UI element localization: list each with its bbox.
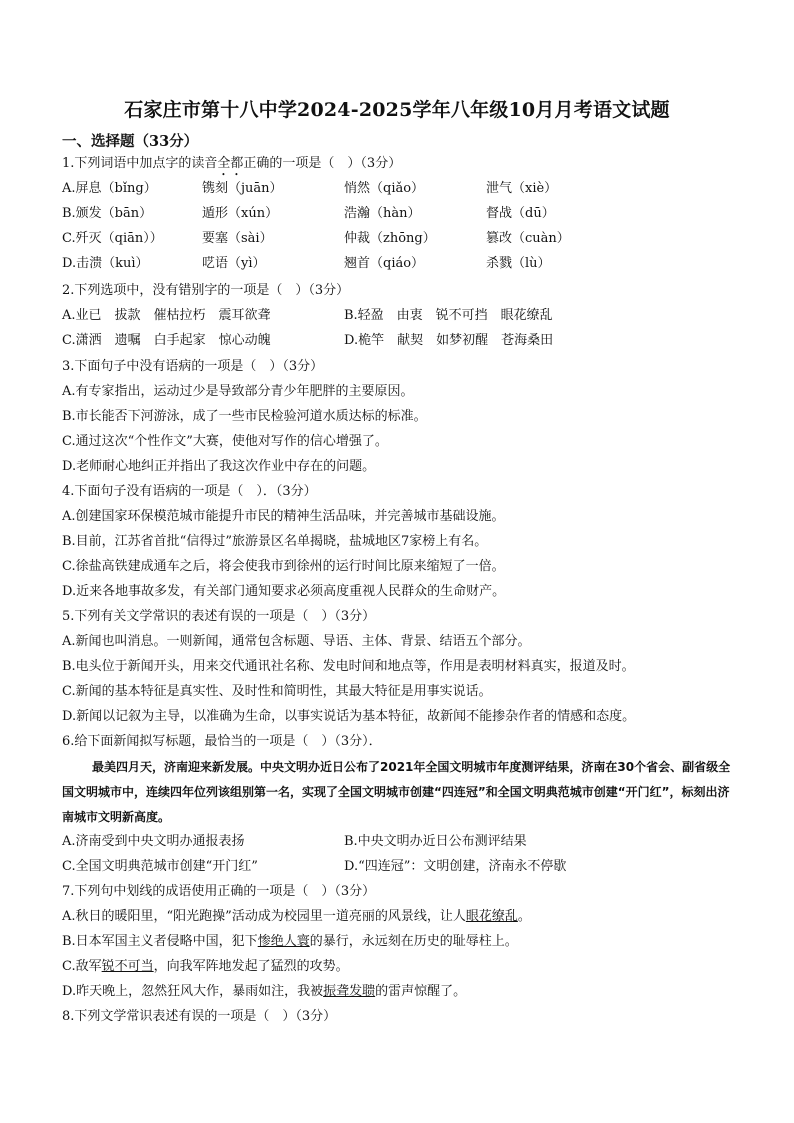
question-3-option-b: B.市长能否下河游泳，成了一些市民检验河道水质达标的标准。 — [62, 409, 427, 424]
question-5-option-a: A.新闻也叫消息。一则新闻，通常包含标题、导语、主体、背景、结语五个部分。 — [62, 634, 531, 649]
exam-page: 石家庄市第十八中学2024-2025学年八年级10月月考语文试题 一、选择题（33分） 1.下列词语中加点字的读音全都正确的一项是（ ）（3分） A.屏息（bǐng） 镌刻（juān） 悄然（qiǎo） 泄气（xiè） B.颁发（bān） 遁形（xún） 浩瀚（hàn） 督战（dū） C.歼灭（qiān）） 要塞（sài） 仲裁（zhōng） 篡改（cuàn） D.击溃（kuì） 呓语（yì） 翘首（qiáo） 杀戮（lù） 2.下列选项中，没有错别字的一项是（ ）（3分） A.业已 拔款 催枯拉朽 震耳欲聋 B.轻盈 由衷 锐不可挡 眼花缭乱 C.潇洒 遗嘱 白手起家 惊心动魄 D.桅竿 献契 如梦初醒 苍海桑田 3.下面句子中没有语病的一项是（ ）（3分） A.有专家指出，运动过少是导致部分青少年肥胖的主要原因。 B.市长能否下河游泳，成了一些市民检验河道水质达标的标准。 C.通过这次“个性作文”大赛，使他对写作的信心增强了。 D.老师耐心地纠正并指出了我这次作业中存在的问题。 4.下面句子没有语病的一项是（ ）．（3分） A.创建国家环保模范城市能提升市民的精神生活品味，并完善城市基础设施。 B.目前，江苏省首批“信得过”旅游景区名单揭晓，盐城地区7家榜上有名。 C.徐盐高铁建成通车之后，将会使我市到徐州的运行时间比原来缩短了一倍。 D.近来各地事故多发，有关部门通知要求必须高度重视人民群众的生命财产。 5.下列有关文学常识的表述有误的一项是（ ）（3分） A.新闻也叫消息。一则新闻，通常包含标题、导语、主体、背景、结语五个部分。 B.电头位于新闻开头，用来交代通讯社名称、发电时间和地点等，作用是表明材料真实，报道及时。 C.新闻的基本特征是真实性、及时性和简明性，其最大特征是用事实说话。 D.新闻以记叙为主导，以准确为生命，以事实说话为基本特征，故新闻不能掺杂作者的情感和态度。 6.给下面新闻拟写标题，最恰当的一项是（ ）（3分）． 最美四月天，济南迎来新发展。中央文明办近日公布了2021年全国文明城市年度测评结果，济南在30个省会、副省级全国文明城市中，连续四年位列该组别第一名，实现了全国文明城市创建“四连冠”和全国文明典范城市创建“开门红”，标刻出济南城市文明新高度。 A.济南受到中央文明办通报表扬 B.中央文明办近日公布测评结果 C.全国文明典范城市创建“开门红” D.“四连冠”：文明创建，济南永不停歇 7.下列句中划线的成语使用正确的一项是（ ）（3分） A.秋日的暖阳里，“阳光跑操”活动成为校园里一道亮丽的风景线，让人眼花缭乱。 B.日本军国主义者侵略中国，犯下惨绝人寰的暴行，永远刻在历史的耻辱柱上。 C.敌军锐不可当，向我军阵地发起了猛烈的攻势。 D.昨天晚上，忽然狂风大作，暴雨如注，我被振聋发聩的雷声惊醒了。 8.下列文学常识表述有误的一项是（ ）（3分） — [0, 0, 794, 1123]
question-4-stem: 4.下面句子没有语病的一项是（ ）．（3分） — [62, 484, 317, 499]
question-3-stem: 3.下面句子中没有语病的一项是（ ）（3分） — [62, 359, 324, 374]
question-8-stem: 8.下列文学常识表述有误的一项是（ ）（3分） — [62, 1009, 337, 1024]
news-passage: 最美四月天，济南迎来新发展。中央文明办近日公布了2021年全国文明城市年度测评结果，济南在30个省会、副省级全国文明城市中，连续四年位列该组别第一名，实现了全国文明城市创建“四连冠”和全国文明典范城市创建“开门红”，标刻出济南城市文明新高度。 — [62, 760, 731, 824]
underlined-idiom: 眼花缭乱 — [465, 909, 518, 924]
question-4-option-d: D.近来各地事故多发，有关部门通知要求必须高度重视人民群众的生命财产。 — [62, 584, 506, 599]
question-3-option-d: D.老师耐心地纠正并指出了我这次作业中存在的问题。 — [62, 459, 376, 474]
question-7-option-d: D.昨天晚上，忽然狂风大作，暴雨如注，我被振聋发聩的雷声惊醒了。 — [62, 984, 467, 999]
question-3-option-a: A.有专家指出，运动过少是导致部分青少年肥胖的主要原因。 — [62, 384, 414, 399]
question-7-option-c: C.敌军锐不可当，向我军阵地发起了猛烈的攻势。 — [62, 959, 349, 974]
underlined-idiom: 振聋发聩 — [323, 984, 376, 999]
question-4-option-c: C.徐盐高铁建成通车之后，将会使我市到徐州的运行时间比原来缩短了一倍。 — [62, 559, 505, 574]
question-7-option-b: B.日本军国主义者侵略中国，犯下惨绝人寰的暴行，永远刻在历史的耻辱柱上。 — [62, 934, 518, 949]
question-1-stem: 1.下列词语中加点字的读音全都正确的一项是（ ）（3分） — [62, 156, 402, 171]
question-7-option-a: A.秋日的暖阳里，“阳光跑操”活动成为校园里一道亮丽的风景线，让人眼花缭乱。 — [62, 909, 531, 924]
question-6-stem: 6.给下面新闻拟写标题，最恰当的一项是（ ）（3分）． — [62, 734, 382, 749]
underlined-idiom: 锐不可当 — [101, 959, 154, 974]
section-heading: 一、选择题（33分） — [62, 133, 199, 150]
question-5-option-c: C.新闻的基本特征是真实性、及时性和简明性，其最大特征是用事实说话。 — [62, 684, 492, 699]
page-title: 石家庄市第十八中学2024-2025学年八年级10月月考语文试题 — [124, 99, 670, 121]
question-5-option-b: B.电头位于新闻开头，用来交代通讯社名称、发电时间和地点等，作用是表明材料真实，报道及时。 — [62, 659, 635, 674]
underlined-idiom: 惨绝人寰 — [257, 934, 310, 949]
question-2-stem: 2.下列选项中，没有错别字的一项是（ ）（3分） — [62, 283, 350, 298]
question-4-option-a: A.创建国家环保模范城市能提升市民的精神生活品味，并完善城市基础设施。 — [62, 509, 505, 524]
question-3-option-c: C.通过这次“个性作文”大赛，使他对写作的信心增强了。 — [62, 434, 388, 449]
question-7-stem: 7.下列句中划线的成语使用正确的一项是（ ）（3分） — [62, 884, 376, 899]
question-5-stem: 5.下列有关文学常识的表述有误的一项是（ ）（3分） — [62, 609, 376, 624]
question-5-option-d: D.新闻以记叙为主导，以准确为生命，以事实说话为基本特征，故新闻不能掺杂作者的情感和态度。 — [62, 709, 636, 724]
question-4-option-b: B.目前，江苏省首批“信得过”旅游景区名单揭晓，盐城地区7家榜上有名。 — [62, 534, 488, 549]
